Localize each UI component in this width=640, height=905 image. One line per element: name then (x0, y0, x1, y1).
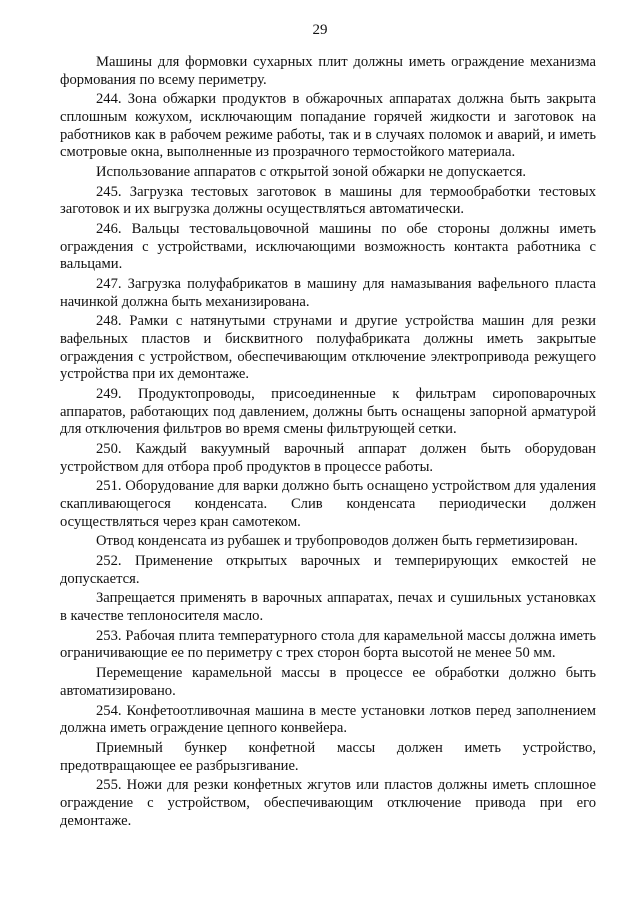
paragraph-12: 252. Применение открытых варочных и темперирующих емкостей не допускается. (60, 553, 596, 587)
paragraph-17: Приемный бункер конфетной массы должен иметь устройство, предотвращающее ее разбрызгивание. (60, 739, 596, 774)
paragraph-15: Перемещение карамельной массы в процессе ее обработки должно быть автоматизировано. (60, 665, 596, 699)
paragraph-16: 254. Конфетоотливочная машина в месте установки лотков перед заполнением должна иметь ограждение цепного конвейера. (60, 702, 596, 737)
paragraph-10: 251. Оборудование для варки должно быть оснащено устройством для удаления скапливающегося конденсата. Слив конденсата периодически должен осуществляться через кран самотеком. (60, 478, 596, 530)
paragraph-3: Использование аппаратов с открытой зоной обжарки не допускается. (96, 163, 527, 180)
paragraph-5: 246. Вальцы тестовальцовочной машины по обе стороны должны иметь ограждения с устройствами, исключающими возможность контакта работника с вальцами. (60, 221, 596, 273)
paragraph-1: Машины для формовки сухарных плит должны иметь ограждение механизма формования по всему периметру. (60, 54, 596, 88)
paragraph-2: 244. Зона обжарки продуктов в обжарочных аппаратах должна быть закрыта сплошным кожухом, исключающим попадание горячей жидкости и заготовок на работников как в рабочем режиме работы, так и в случаях поломок и аварий, и иметь смотровые окна, выполненные из прозрачного термостойкого материала. (60, 91, 596, 161)
paragraph-9: 250. Каждый вакуумный варочный аппарат должен быть оборудован устройством для отбора проб продуктов в процессе работы. (60, 440, 596, 475)
paragraph-6: 247. Загрузка полуфабрикатов в машину для намазывания вафельного пласта начинкой должна быть механизирована. (60, 276, 596, 310)
paragraph-8: 249. Продуктопроводы, присоединенные к фильтрам сироповарочных аппаратов, работающих под давлением, должны быть оснащены запорной арматурой для отключения фильтров во время смены фильтрующей сетки. (60, 386, 596, 438)
paragraph-4: 245. Загрузка тестовых заготовок в машины для термообработки тестовых заготовок и их выгрузка должны осуществляться автоматически. (60, 183, 596, 218)
page-number: 29 (312, 22, 328, 38)
paragraph-13: Запрещается применять в варочных аппаратах, печах и сушильных установках в качестве теплоносителя масло. (60, 590, 596, 625)
paragraph-18: 255. Ножи для резки конфетных жгутов или пластов должны иметь сплошное ограждение с устройством, обеспечивающим отключение привода при его демонтаже. (60, 777, 596, 829)
paragraph-7: 248. Рамки с натянутыми струнами и другие устройства машин для резки вафельных пластов и бисквитного полуфабриката должны иметь закрытые ограждения с устройством, обеспечивающим отключение электропривода режущего устройства при их демонтаже. (60, 313, 596, 383)
paragraph-11: Отвод конденсата из рубашек и трубопроводов должен быть герметизирован. (96, 533, 578, 550)
document-body (60, 54, 596, 832)
paragraph-14: 253. Рабочая плита температурного стола для карамельной массы должна иметь ограничивающие ее по периметру с трех сторон борта высотой не менее 50 мм. (60, 627, 596, 662)
